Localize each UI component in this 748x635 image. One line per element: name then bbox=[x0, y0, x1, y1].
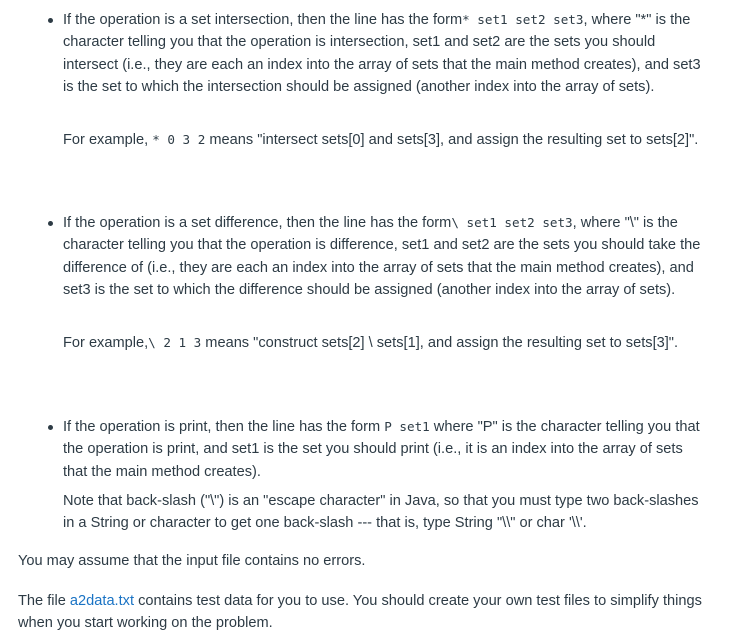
text: contains test data for you to use. You should create your own test files to simplify things when you start working on the problem. bbox=[18, 593, 702, 632]
text: , where "\" is the character telling you that the operation is difference, set1 and set2 are the sets you should take the difference of (i.e., they are each an index into the array of sets that the main method creates), and set3 is the set to which the difference should be assigned (another index into the array of sets). bbox=[63, 215, 701, 298]
text: The file bbox=[18, 593, 70, 609]
text: For example, bbox=[63, 335, 149, 351]
list-item-intersection bbox=[63, 9, 703, 98]
bullet-dot bbox=[48, 18, 53, 23]
a2data-link[interactable]: a2data.txt bbox=[69, 593, 135, 609]
intersection-example bbox=[63, 129, 703, 151]
code-form: \ set1 set2 set3 bbox=[451, 215, 573, 230]
text: where "P" is the character telling you that the operation is print, and set1 is the set you should print (i.e., it is an index into the array of sets that the main method creates). bbox=[63, 419, 700, 480]
text: For example, bbox=[63, 132, 153, 148]
code-form: * set1 set2 set3 bbox=[462, 12, 584, 27]
text: means "intersect sets[0] and sets[3], and assign the resulting set to sets[2]". bbox=[205, 132, 699, 148]
difference-description bbox=[63, 212, 703, 301]
bullet-dot bbox=[48, 425, 53, 430]
bullet-dot bbox=[48, 221, 53, 226]
difference-example bbox=[63, 332, 703, 354]
no-errors-paragraph: You may assume that the input file contains no errors. bbox=[18, 553, 366, 569]
text: Note that back-slash ("\") is an "escape character" in Java, so that you must type two back-slashes in a String or character to get one back-slash --- that is, type String "\\" or char '\\'. bbox=[63, 493, 699, 532]
test-file-paragraph bbox=[18, 590, 718, 635]
print-description bbox=[63, 416, 703, 483]
intersection-description bbox=[63, 9, 703, 98]
code-example: * 0 3 2 bbox=[152, 132, 206, 147]
text: means "construct sets[2] \ sets[1], and assign the resulting set to sets[3]". bbox=[201, 335, 679, 351]
text: If the operation is print, then the line has the form bbox=[63, 419, 385, 435]
backslash-note bbox=[63, 490, 703, 535]
list-item-print bbox=[63, 416, 703, 483]
list-item-difference bbox=[63, 212, 703, 301]
code-form: P set1 bbox=[384, 419, 430, 434]
text: , where "*" is the character telling you that the operation is intersection, set1 and set2 are the sets you should intersect (i.e., they are each an index into the array of sets that the main method creates), and set3 is the set to which the intersection should be assigned (another index into the array of sets). bbox=[63, 12, 701, 95]
code-example: \ 2 1 3 bbox=[148, 335, 202, 350]
text: If the operation is a set difference, then the line has the form bbox=[63, 215, 452, 231]
text: If the operation is a set intersection, then the line has the form bbox=[63, 12, 463, 28]
